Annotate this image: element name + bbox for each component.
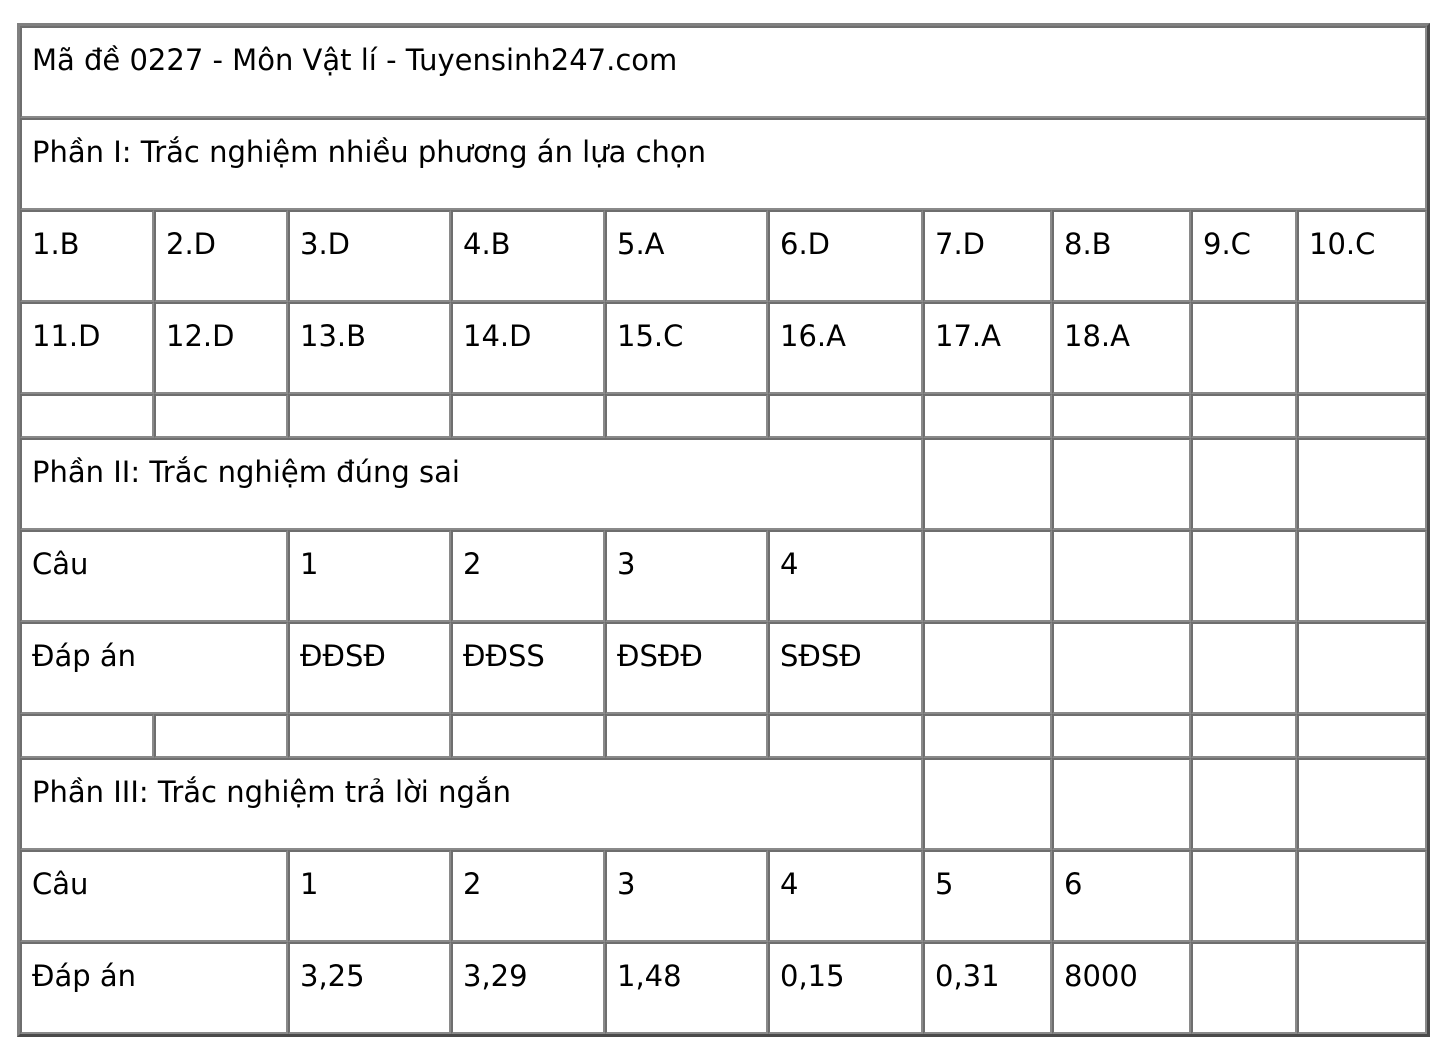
part1-heading-row [20, 118, 1427, 210]
answer-cell: 13.B [288, 302, 451, 394]
question-number: 3 [605, 530, 768, 622]
empty-cell [923, 714, 1052, 758]
answer-cell: 15.C [605, 302, 768, 394]
answer-label: Đáp án [20, 942, 288, 1034]
answer-cell: 16.A [768, 302, 923, 394]
empty-cell [1191, 622, 1297, 714]
empty-cell [1297, 942, 1427, 1034]
empty-cell [1052, 394, 1191, 438]
empty-cell [451, 714, 605, 758]
part1-answer-row-2 [20, 302, 1427, 394]
part1-answer-row-1 [20, 210, 1427, 302]
part3-question-row [20, 850, 1427, 942]
question-number: 5 [923, 850, 1052, 942]
question-label: Câu [20, 850, 288, 942]
answer-cell: SĐSĐ [768, 622, 923, 714]
question-number: 6 [1052, 850, 1191, 942]
empty-cell [20, 394, 154, 438]
empty-cell [1191, 438, 1297, 530]
empty-cell [768, 714, 923, 758]
answer-cell: 0,31 [923, 942, 1052, 1034]
empty-cell [1052, 758, 1191, 850]
answer-cell: 7.D [923, 210, 1052, 302]
empty-cell [1297, 714, 1427, 758]
answer-label: Đáp án [20, 622, 288, 714]
question-number: 4 [768, 530, 923, 622]
answer-cell: 0,15 [768, 942, 923, 1034]
empty-cell [1191, 714, 1297, 758]
empty-cell [1191, 394, 1297, 438]
part2-heading-row [20, 438, 1427, 530]
part3-heading: Phần III: Trắc nghiệm trả lời ngắn [20, 758, 923, 850]
answer-cell: 11.D [20, 302, 154, 394]
answer-cell: ĐSĐĐ [605, 622, 768, 714]
answer-cell: ĐĐSS [451, 622, 605, 714]
empty-cell [605, 714, 768, 758]
part1-heading: Phần I: Trắc nghiệm nhiều phương án lựa chọn [20, 118, 1427, 210]
empty-cell [1052, 714, 1191, 758]
empty-cell [1297, 622, 1427, 714]
answer-cell: 18.A [1052, 302, 1191, 394]
empty-cell [154, 394, 288, 438]
answer-cell: 14.D [451, 302, 605, 394]
empty-cell [1297, 758, 1427, 850]
answer-cell: 4.B [451, 210, 605, 302]
empty-cell [605, 394, 768, 438]
answer-cell: 6.D [768, 210, 923, 302]
answer-cell: ĐĐSĐ [288, 622, 451, 714]
part2-question-row [20, 530, 1427, 622]
question-number: 1 [288, 850, 451, 942]
empty-cell [1052, 622, 1191, 714]
spacer-row [20, 394, 1427, 438]
question-number: 4 [768, 850, 923, 942]
title-row [20, 26, 1427, 118]
question-number: 2 [451, 850, 605, 942]
empty-cell [923, 530, 1052, 622]
empty-cell [1191, 758, 1297, 850]
empty-cell [1297, 438, 1427, 530]
empty-cell [923, 622, 1052, 714]
answer-cell: 3,29 [451, 942, 605, 1034]
empty-cell [923, 438, 1052, 530]
answer-cell: 1.B [20, 210, 154, 302]
part3-answer-row [20, 942, 1427, 1034]
answer-cell: 10.C [1297, 210, 1427, 302]
answer-cell: 5.A [605, 210, 768, 302]
question-label: Câu [20, 530, 288, 622]
part2-answer-row [20, 622, 1427, 714]
answer-cell: 2.D [154, 210, 288, 302]
empty-cell [1191, 530, 1297, 622]
empty-cell [923, 758, 1052, 850]
question-number: 3 [605, 850, 768, 942]
answer-cell [1297, 302, 1427, 394]
answer-cell [1191, 302, 1297, 394]
answer-cell: 8000 [1052, 942, 1191, 1034]
spacer-row [20, 714, 1427, 758]
empty-cell [923, 394, 1052, 438]
answer-cell: 17.A [923, 302, 1052, 394]
empty-cell [1191, 850, 1297, 942]
empty-cell [1191, 942, 1297, 1034]
empty-cell [1297, 394, 1427, 438]
answer-cell: 12.D [154, 302, 288, 394]
empty-cell [288, 394, 451, 438]
answer-cell: 3,25 [288, 942, 451, 1034]
empty-cell [768, 394, 923, 438]
answer-cell: 3.D [288, 210, 451, 302]
question-number: 1 [288, 530, 451, 622]
answer-cell: 9.C [1191, 210, 1297, 302]
answer-cell: 8.B [1052, 210, 1191, 302]
empty-cell [1052, 438, 1191, 530]
exam-title: Mã đề 0227 - Môn Vật lí - Tuyensinh247.com [20, 26, 1427, 118]
answer-cell: 1,48 [605, 942, 768, 1034]
empty-cell [451, 394, 605, 438]
empty-cell [1297, 530, 1427, 622]
question-number: 2 [451, 530, 605, 622]
empty-cell [288, 714, 451, 758]
empty-cell [1052, 530, 1191, 622]
part2-heading: Phần II: Trắc nghiệm đúng sai [20, 438, 923, 530]
empty-cell [154, 714, 288, 758]
part3-heading-row [20, 758, 1427, 850]
empty-cell [20, 714, 154, 758]
answer-key-table [17, 23, 1430, 1037]
empty-cell [1297, 850, 1427, 942]
